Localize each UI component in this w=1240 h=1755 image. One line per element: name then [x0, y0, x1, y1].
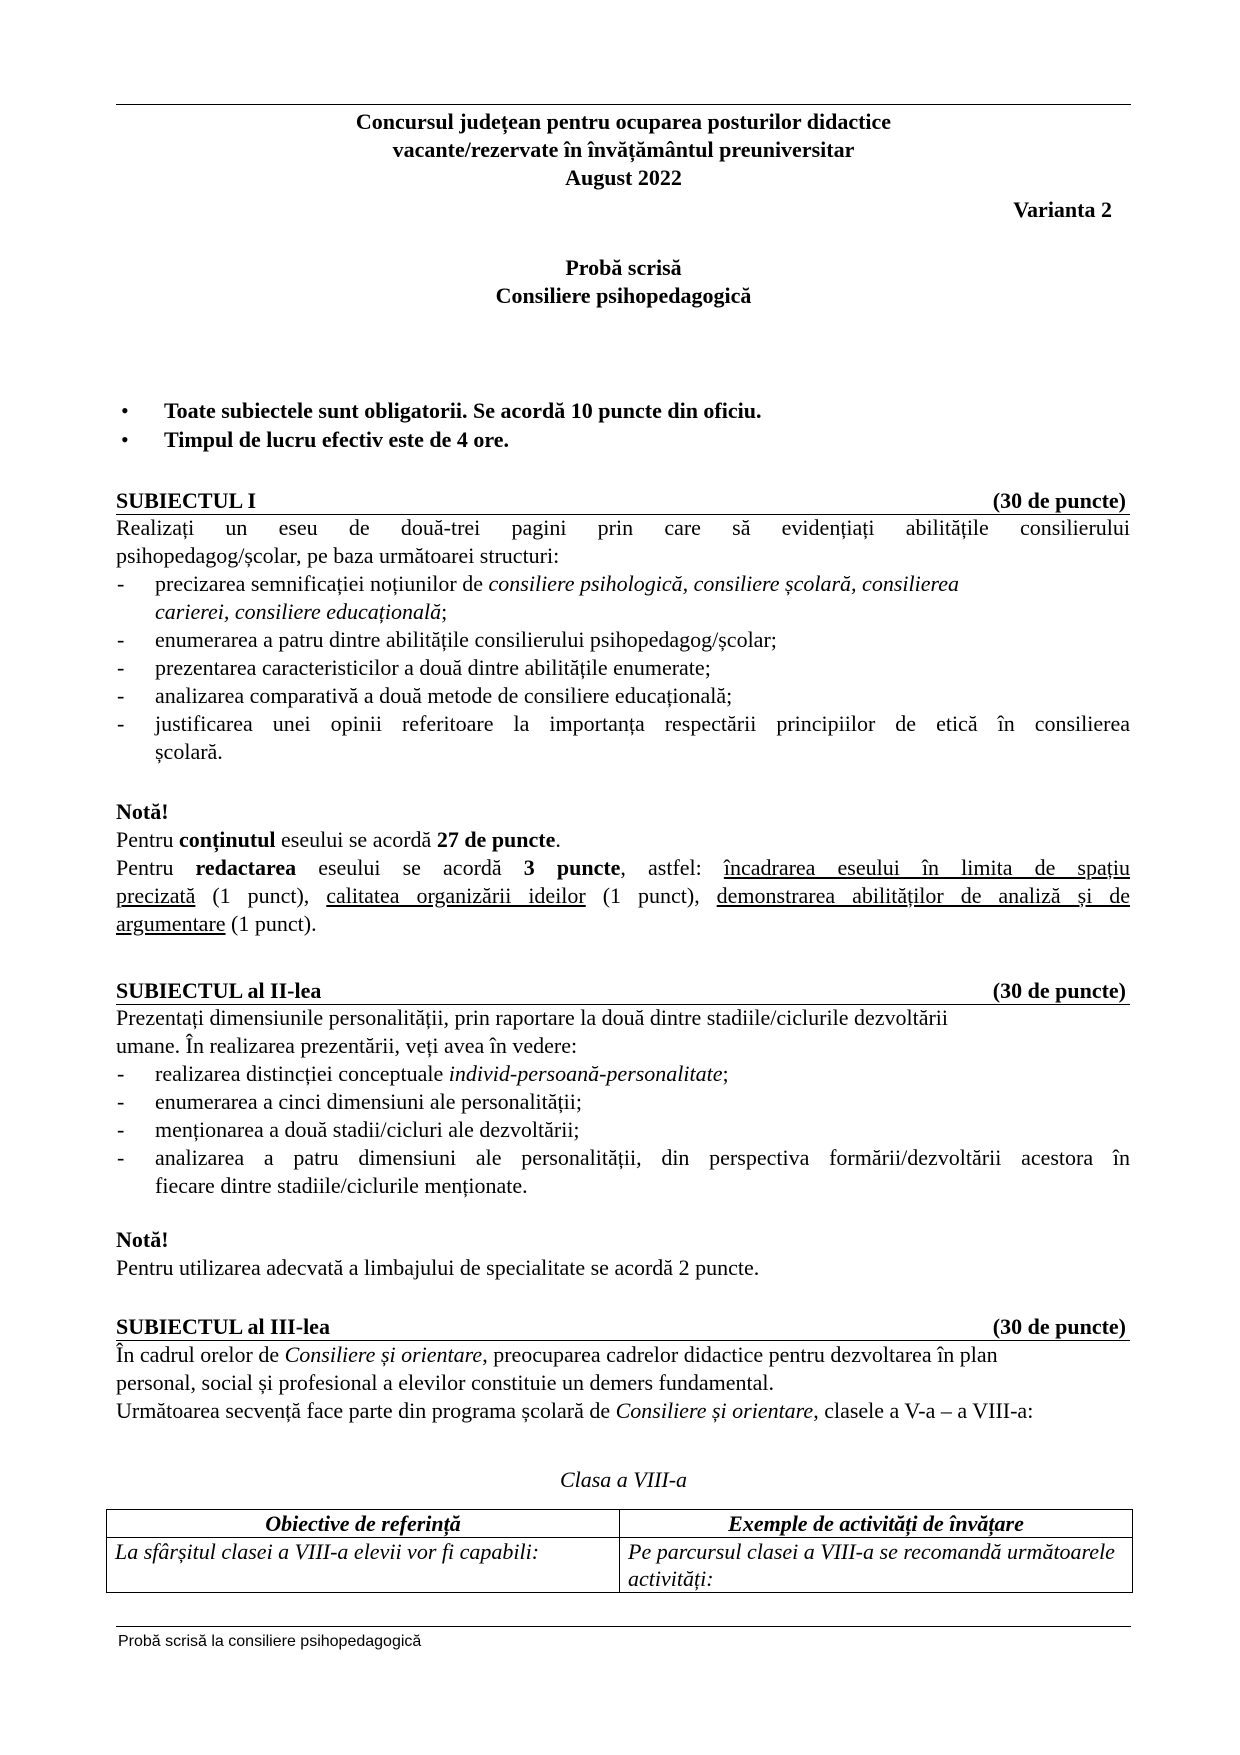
table-header-activities: Exemple de activități de învățare [620, 1510, 1133, 1538]
note-line-2: Pentru redactarea eseului se acordă 3 puncte, astfel: încadrarea eseului în limita de spațiu [116, 855, 1130, 880]
subject-2-item-4 [116, 1144, 1130, 1200]
subject-2-note [116, 1226, 1130, 1282]
header-line-3: August 2022 [565, 165, 682, 190]
subject-2-body [116, 1004, 1130, 1200]
table-caption: Clasa a VIII-a [559, 1467, 688, 1492]
note-title: Notă! [116, 799, 169, 824]
subject-3-points: (30 de puncte) [992, 1314, 1126, 1339]
subject-3-body [116, 1341, 1130, 1425]
subject-3-title: SUBIECTUL al III-lea [116, 1314, 330, 1339]
exam-header [116, 108, 1131, 192]
subject-1-item-3: - prezentarea caracteristicilor a două dintre abilitățile enumerate; [116, 654, 1130, 682]
instruction-item: • Toate subiectele sunt obligatorii. Se acordă 10 puncte din oficiu. [116, 397, 1131, 426]
item-text: școlară. [155, 739, 223, 764]
subject-2-heading [116, 978, 1130, 1005]
note-line-4: argumentare (1 punct). [116, 911, 317, 936]
subject-3-para-1-line-1: În cadrul orelor de Consiliere și orientare, preocuparea cadrelor didactice pentru dezvoltarea în plan [116, 1342, 998, 1367]
title-line-1: Probă scrisă [565, 255, 682, 280]
subject-3-para-1-line-2: personal, social și profesional a elevilor constituie un demers fundamental. [116, 1370, 774, 1395]
note-title: Notă! [116, 1227, 169, 1252]
subject-2-title: SUBIECTUL al II-lea [116, 978, 322, 1003]
curriculum-table [106, 1509, 1133, 1593]
instruction-item: • Timpul de lucru efectiv este de 4 ore. [116, 426, 1131, 455]
subject-1-heading [116, 488, 1130, 515]
top-rule [116, 104, 1131, 105]
subject-2-intro-line-2: umane. În realizarea prezentării, veți avea în vedere: [116, 1033, 578, 1058]
item-text: precizarea semnificației noțiunilor de [155, 571, 489, 596]
subject-1-item-4: - analizarea comparativă a două metode de consiliere educațională; [116, 682, 1130, 710]
subject-1-item-5 [116, 710, 1130, 766]
table-cell-objectives: La sfârșitul clasei a VIII-a elevii vor fi capabili: [107, 1538, 620, 1593]
note-text: Pentru utilizarea adecvată a limbajului de specialitate se acordă 2 puncte. [116, 1255, 760, 1280]
table-cell-activities: Pe parcursul clasei a VIII-a se recomandă următoarele activități: [620, 1538, 1133, 1593]
exam-title [116, 254, 1131, 310]
subject-2-item-3: - menționarea a două stadii/cicluri ale dezvoltării; [116, 1116, 1130, 1144]
item-text: ; [441, 599, 448, 624]
subject-1-body [116, 514, 1130, 766]
table-row [107, 1538, 1133, 1593]
subject-1-note [116, 798, 1130, 938]
subject-2-points: (30 de puncte) [992, 978, 1126, 1003]
subject-1-points: (30 de puncte) [992, 488, 1126, 513]
subject-1-intro-line-1: Realizați un eseu de două-trei pagini prin care să evidențiați abilitățile consilierului [116, 515, 1130, 540]
header-line-2: vacante/rezervate în învățământul preuniversitar [392, 137, 855, 162]
header-line-1: Concursul județean pentru ocuparea posturilor didactice [355, 109, 892, 134]
variant-label: Varianta 2 [1013, 197, 1112, 222]
subject-1-intro-line-2: psihopedagog/școlar, pe baza următoarei structuri: [116, 543, 560, 568]
table-header-objectives: Obiective de referință [107, 1510, 620, 1538]
note-line-3: precizată (1 punct), calitatea organizării ideilor (1 punct), demonstrarea abilităților de analiză și de [116, 883, 1131, 908]
bottom-rule [116, 1626, 1131, 1627]
item-text: - analizarea a patru dimensiuni ale personalității, din perspectiva formării/dezvoltării acestora în [155, 1145, 1130, 1170]
subject-1-item-2: - enumerarea a patru dintre abilitățile consilierului psihopedagog/școlar; [116, 626, 1130, 654]
subject-3-heading [116, 1314, 1130, 1341]
subject-3-para-2: Următoarea secvență face parte din programa școlară de Consiliere și orientare, clasele a V-a – a VIII-a: [116, 1398, 1034, 1423]
subject-1-item-1 [116, 570, 1130, 626]
subject-1-title: SUBIECTUL I [116, 488, 257, 513]
page-footer: Probă scrisă la consiliere psihopedagogică [118, 1633, 422, 1650]
item-text: fiecare dintre stadiile/ciclurile menționate. [155, 1173, 528, 1198]
subject-2-item-1: - realizarea distincției conceptuale individ-persoană-personalitate; [116, 1060, 1130, 1088]
instructions-list [116, 397, 1131, 455]
note-line-1: Pentru conținutul eseului se acordă 27 de puncte. [116, 827, 561, 852]
subject-2-item-2: - enumerarea a cinci dimensiuni ale personalității; [116, 1088, 1130, 1116]
subject-2-intro-line-1: Prezentați dimensiunile personalității, prin raportare la două dintre stadiile/ciclurile dezvoltării [116, 1005, 949, 1030]
item-text: - justificarea unei opinii referitoare la importanța respectării principiilor de etică în consilierea [155, 711, 1130, 736]
item-italic-text: carierei, consiliere educațională [155, 599, 442, 624]
table-header-row [107, 1510, 1133, 1538]
item-italic-text: consiliere psihologică, consiliere școlară, consilierea [488, 571, 959, 596]
title-line-2: Consiliere psihopedagogică [495, 283, 752, 308]
